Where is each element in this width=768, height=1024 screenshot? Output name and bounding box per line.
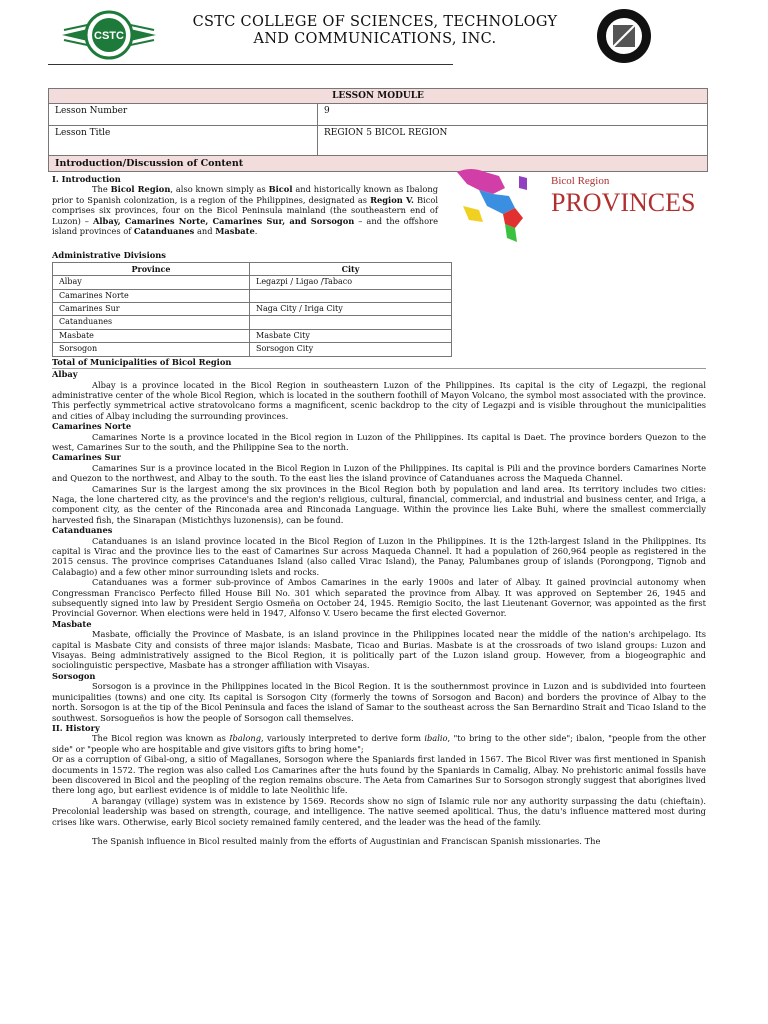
history-paragraph-1: The Bicol region was known as Ibalong, variously interpreted to derive form ibalio, "to bring to the other side"; ibalon, "people from the other side" or "people who are hospitable and give visitors gifts to bring home"; <box>52 733 706 754</box>
camarines-sur-paragraph-2: Camarines Sur is the largest among the six provinces in the Bicol Region both by population and land area. Its territory includes two cities: Naga, the lone chartered city, as the province's and the region's religious, cultural, financial, commercial, and industrial and business center, and Iriga, a component city, as the center of the Rinconada area and Rinconada Language. Within the province lies Lake Buhi, where the smallest commercially harvested fish, the Sinarapan (Mistichthys luzonensis), can be found. <box>52 483 706 525</box>
history-paragraph-4: The Spanish influence in Bicol resulted mainly from the efforts of Augustinian and Franciscan Spanish missionaries. The <box>92 835 601 846</box>
albay-paragraph: Albay is a province located in the Bicol Region in southeastern Luzon of the Philippines. Its capital is the city of Legazpi, the regional administrative center of the whole Bicol Region, which is located in the southern foothill of Mayon Volcano, the symbol most associated with the province. This perfectly symmetrical active stratovolcano forms a magnificent, scenic backdrop to the city of Legazpi and is visible throughout the municipalities and cities of Albay including the surrounding provinces. <box>52 379 706 421</box>
table-row: Camarines Norte <box>53 289 452 302</box>
table-row: Sorsogon Sorsogon City <box>53 343 452 356</box>
header-rule <box>48 64 453 65</box>
admin-divisions-table <box>52 262 452 357</box>
lesson-title-label: Lesson Title <box>49 126 318 156</box>
page-header <box>0 0 768 70</box>
graphic-subtitle: Bicol Region <box>551 175 610 187</box>
intro-paragraph: The Bicol Region, also known simply as Bicol and historically known as Ibalong prior to Spanish colonization, is a region of the Philippines, designated as Region V. Bicol comprises six provinces, four on the Bicol Peninsula mainland (the southeastern end of Luzon) – Albay, Camarines Norte, Camarines Sur, and Sorsogon – and the offshore island provinces of Catanduanes and Masbate. <box>52 184 439 237</box>
module-title: LESSON MODULE <box>49 89 708 104</box>
catanduanes-paragraph-2: Catanduanes was a former sub-province of Ambos Camarines in the early 1900s and later of Albay. It gained provincial autonomy when Congressman Francisco Perfecto filled House Bill No. 301 which separated the province from Albay. It was approved on September 26, 1945 and subsequently signed into law by President Sergio Osmeña on October 24, 1945. Remigio Socito, the last Lieutenant Governor, was appointed as the first Provincial Governor. When elections were held in 1947, Alfonso V. Usero became the first elected Governor. <box>52 577 706 619</box>
sorsogon-paragraph: Sorsogon is a province in the Philippines located in the Bicol Region. It is the southernmost province in Luzon and is subdivided into fourteen municipalities (towns) and one city. Its capital is Sorsogon City (formerly the towns of Sorsogon and Bacon) and borders the province of Albay to the north. Sorsogon is at the tip of the Bicol Peninsula and faces the island of Samar to the southeast across the San Bernardino Strait and Ticao Island to the southwest. Sorsogueños is how the people of Sorsogon call themselves. <box>52 681 706 723</box>
admin-heading: Administrative Divisions <box>52 250 166 261</box>
table-row: Catanduanes <box>53 316 452 329</box>
col-city: City <box>250 262 452 275</box>
albay-heading: Albay <box>52 369 78 380</box>
total-heading: Total of Municipalities of Bicol Region <box>52 357 706 369</box>
history-paragraph-2: Or as a corruption of Gibal-ong, a sitio of Magallanes, Sorsogon where the Spaniards first landed in 1567. The Bicol River was first mentioned in Spanish documents in 1572. The region was also called Los Camarines after the huts found by the Spaniards in Camalig, Albay. No prehistoric animal fossils have been discovered in Bicol and the peopling of the region remains obscure. The Aeta from Camarines Sur to Sorsogon strongly suggest that aborigines lived there long ago, but earliest evidence is of middle to late Neolithic life. <box>52 754 706 796</box>
logo-text: CSTC <box>94 30 124 42</box>
college-name-line2: AND COMMUNICATIONS, INC. <box>253 31 497 47</box>
catanduanes-heading: Catanduanes <box>52 525 113 536</box>
college-name-line1: CSTC COLLEGE OF SCIENCES, TECHNOLOGY <box>192 14 558 30</box>
lesson-number-value: 9 <box>318 104 708 126</box>
masbate-heading: Masbate <box>52 618 92 629</box>
hospitality-seal <box>596 8 652 64</box>
lesson-content <box>52 174 706 846</box>
camarines-norte-paragraph: Camarines Norte is a province located in the Bicol region in Luzon of the Philippines. Its capital is Daet. The province borders Quezon to the west, Camarines Sur to the south, and the Philippine Sea to the north. <box>52 431 706 452</box>
catanduanes-paragraph-1: Catanduanes is an island province located in the Bicol Region of Luzon in the Philippines. It is the 12th-largest Island in the Philippines. Its capital is Virac and the province lies to the east of Camarines Sur across Maqueda Channel. It had a population of 260,964 people as registered in the 2015 census. The province comprises Catanduanes Island (also called Virac Island), the Panay, Palumbanes group of islands (Porongpong, Tignob and Calabagio) and a few other minor surrounding islets and rocks. <box>52 535 706 577</box>
cstc-logo <box>62 10 156 60</box>
lesson-title-value: REGION 5 BICOL REGION <box>318 126 708 156</box>
masbate-paragraph: Masbate, officially the Province of Masbate, is an island province in the Philippines located near the middle of the nation's archipelago. Its capital is Masbate City and consists of three major islands: Masbate, Ticao and Burias. Masbate is at the crossroads of two island groups: Luzon and Visayas. Being administratively assigned to the Bicol Region, it is politically part of the Luzon island group. However, from a biogeographic and sociolinguistic perspective, Masbate has a stronger affiliation with Visayas. <box>52 629 706 671</box>
lesson-module <box>48 88 708 172</box>
college-name <box>160 14 590 48</box>
intro-heading: I. Introduction <box>52 174 121 184</box>
col-province: Province <box>53 262 250 275</box>
history-heading: II. History <box>52 722 100 733</box>
sorsogon-heading: Sorsogon <box>52 670 96 681</box>
camarines-sur-heading: Camarines Sur <box>52 452 121 463</box>
lesson-number-label: Lesson Number <box>49 104 318 126</box>
graphic-title: PROVINCES <box>551 188 696 217</box>
table-row: Masbate Masbate City <box>53 329 452 342</box>
intro-section-bar: Introduction/Discussion of Content <box>49 156 708 172</box>
table-row: Albay Legazpi / Ligao /Tabaco <box>53 276 452 289</box>
table-row: Camarines Sur Naga City / Iriga City <box>53 303 452 316</box>
camarines-sur-paragraph-1: Camarines Sur is a province located in the Bicol Region in Luzon of the Philippines. Its capital is Pili and the province borders Camarines Norte and Quezon to the northwest, and Albay to the south. To the east lies the island province of Catanduanes across the Maqueda Channel. <box>52 462 706 484</box>
history-paragraph-3: A barangay (village) system was in existence by 1569. Records show no sign of Islamic rule nor any authority surpassing the datu (chieftain). Precolonial leadership was based on strength, courage, and intelligence. The native seemed apolitical. Thus, the datu's influence mattered most during crises like wars. Otherwise, early Bicol society remained family centered, and the leader was the head of the family. <box>52 795 706 827</box>
lesson-module-table <box>48 88 708 172</box>
camarines-norte-heading: Camarines Norte <box>52 421 132 432</box>
